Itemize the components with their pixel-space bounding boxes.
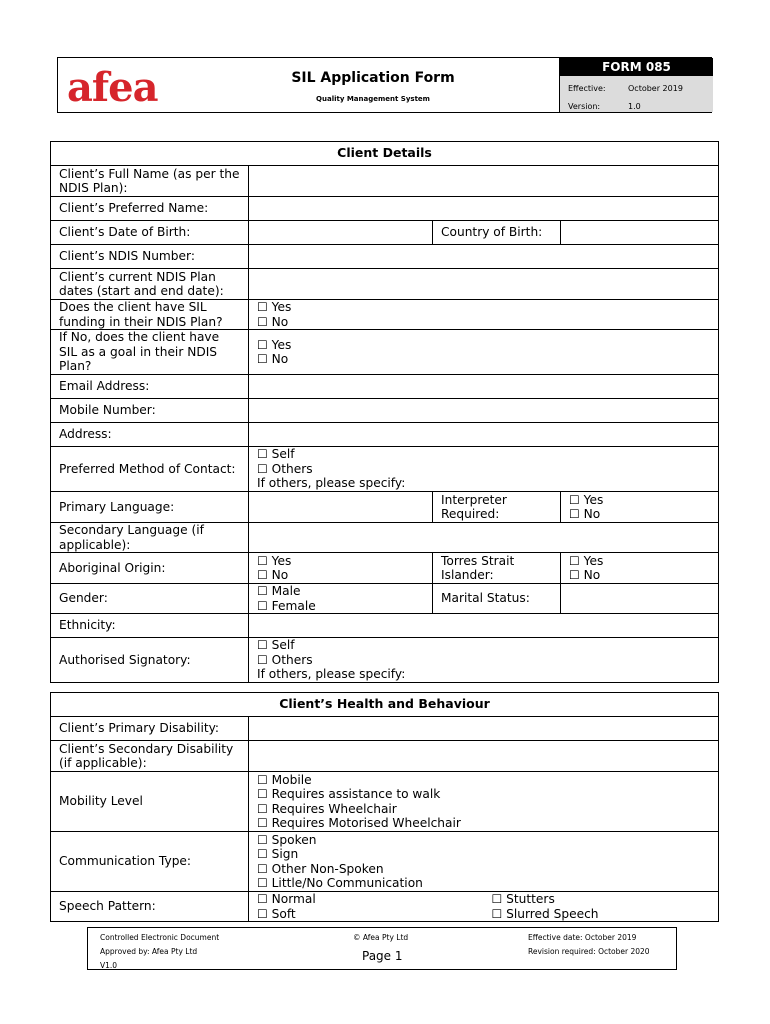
version-label: Version: [568,102,601,111]
mobility-wheelchair[interactable]: ☐ Requires Wheelchair [257,801,397,816]
address-label: Address: [51,423,249,447]
checkbox-icon[interactable]: ☐ [491,906,503,921]
primary-language-label: Primary Language: [51,492,249,523]
sil-funding-options [249,300,719,330]
checkbox-icon[interactable]: ☐ [257,906,268,921]
health-behaviour-table [50,692,719,922]
checkbox-icon[interactable]: ☐ [257,553,268,568]
checkbox-icon[interactable]: ☐ [257,461,268,476]
sil-goal-yes[interactable]: ☐ Yes [257,337,292,352]
speech-slurred[interactable]: ☐ Slurred Speech [491,906,599,921]
aboriginal-yes[interactable]: ☐ Yes [257,553,292,568]
signatory-specify[interactable]: If others, please specify: [257,667,406,682]
mobility-mobile[interactable]: ☐ Mobile [257,772,312,787]
interpreter-no[interactable]: ☐ No [569,507,601,521]
plan-dates-field[interactable] [249,269,719,300]
sil-goal-options [249,330,719,375]
afea-logo: afea [67,64,158,111]
footer-version: V1.0 [100,961,118,970]
plan-dates-label: Client’s current NDIS Plan dates (start and end date): [51,269,249,300]
contact-self[interactable]: ☐ Self [257,447,295,462]
footer-approved: Approved by: Afea Pty Ltd [100,947,198,956]
checkbox-icon[interactable]: ☐ [257,847,268,861]
checkbox-icon[interactable]: ☐ [257,337,268,352]
sil-funding-yes[interactable]: ☐ Yes [257,300,292,314]
marital-label: Marital Status: [433,584,561,614]
checkbox-icon[interactable]: ☐ [257,787,268,801]
page-number: Page 1 [362,949,403,963]
address-field[interactable] [249,423,719,447]
gender-male[interactable]: ☐ Male [257,584,301,598]
comm-non-spoken[interactable]: ☐ Other Non-Spoken [257,861,384,876]
mobility-motorised[interactable]: ☐ Requires Motorised Wheelchair [257,816,461,830]
communication-label: Communication Type: [51,832,249,892]
torres-yes[interactable]: ☐ Yes [569,553,604,568]
checkbox-icon[interactable]: ☐ [257,801,268,816]
full-name-label: Client’s Full Name (as per the NDIS Plan): [51,166,249,197]
ethnicity-label: Ethnicity: [51,614,249,638]
ndis-number-label: Client’s NDIS Number: [51,245,249,269]
contact-specify[interactable]: If others, please specify: [257,476,406,491]
effective-label: Effective: [568,84,606,93]
mobility-options [249,772,719,832]
signatory-label: Authorised Signatory: [51,638,249,683]
dob-label: Client’s Date of Birth: [51,221,249,245]
speech-stutters[interactable]: ☐ Stutters [491,892,555,906]
document-footer [87,927,677,970]
checkbox-icon[interactable]: ☐ [569,553,580,568]
comm-little[interactable]: ☐ Little/No Communication [257,876,423,890]
checkbox-icon[interactable]: ☐ [569,568,580,582]
primary-language-field[interactable] [249,492,433,523]
checkbox-icon[interactable]: ☐ [257,876,268,890]
checkbox-icon[interactable]: ☐ [257,772,268,787]
marital-field[interactable] [561,584,719,614]
form-info-box [559,58,713,113]
ethnicity-field[interactable] [249,614,719,638]
interpreter-yes[interactable]: ☐ Yes [569,492,604,507]
checkbox-icon[interactable]: ☐ [257,816,268,830]
client-details-table [50,141,719,683]
secondary-disability-label: Client’s Secondary Disability (if applicable): [51,741,249,772]
secondary-language-field[interactable] [249,523,719,553]
primary-disability-field[interactable] [249,717,719,741]
checkbox-icon[interactable]: ☐ [257,314,268,329]
interpreter-options [561,492,719,523]
client-details-heading: Client Details [51,142,719,166]
torres-no[interactable]: ☐ No [569,568,601,582]
preferred-name-label: Client’s Preferred Name: [51,197,249,221]
checkbox-icon[interactable]: ☐ [257,447,268,462]
speech-label: Speech Pattern: [51,892,249,922]
secondary-language-label: Secondary Language (if applicable): [51,523,249,553]
email-field[interactable] [249,375,719,399]
checkbox-icon[interactable]: ☐ [257,352,268,366]
sil-goal-no[interactable]: ☐ No [257,352,289,366]
version-value: 1.0 [628,102,641,111]
country-of-birth-label: Country of Birth: [433,221,561,245]
checkbox-icon[interactable]: ☐ [257,300,268,314]
aboriginal-no[interactable]: ☐ No [257,568,289,582]
preferred-name-field[interactable] [249,197,719,221]
checkbox-icon[interactable]: ☐ [491,892,503,906]
contact-method-options [249,447,719,492]
contact-method-label: Preferred Method of Contact: [51,447,249,492]
signatory-others[interactable]: ☐ Others [257,652,313,667]
aboriginal-label: Aboriginal Origin: [51,553,249,584]
comm-spoken[interactable]: ☐ Spoken [257,832,317,847]
signatory-options [249,638,719,683]
dob-field[interactable] [249,221,433,245]
ndis-number-field[interactable] [249,245,719,269]
gender-options [249,584,433,614]
speech-soft[interactable]: ☐ Soft [257,906,296,921]
email-label: Email Address: [51,375,249,399]
signatory-self[interactable]: ☐ Self [257,638,295,653]
comm-sign[interactable]: ☐ Sign [257,847,299,861]
checkbox-icon[interactable]: ☐ [257,638,268,653]
sil-funding-label: Does the client have SIL funding in their NDIS Plan? [51,300,249,330]
mobile-label: Mobile Number: [51,399,249,423]
checkbox-icon[interactable]: ☐ [257,652,268,667]
mobility-label: Mobility Level [51,772,249,832]
form-number: FORM 085 [560,58,713,76]
checkbox-icon[interactable]: ☐ [569,507,580,521]
full-name-field[interactable] [249,166,719,197]
interpreter-label: Interpreter Required: [433,492,561,523]
footer-copyright: © Afea Pty Ltd [353,933,409,942]
checkbox-icon[interactable]: ☐ [257,568,268,582]
form-meta [560,76,713,112]
gender-label: Gender: [51,584,249,614]
speech-options-left [249,892,484,922]
document-header [57,57,712,113]
mobility-assist[interactable]: ☐ Requires assistance to walk [257,787,441,801]
health-heading: Client’s Health and Behaviour [51,693,719,717]
effective-value: October 2019 [628,84,683,93]
sil-funding-no[interactable]: ☐ No [257,314,289,329]
document-title: SIL Application Form [291,70,455,86]
footer-revision: Revision required: October 2020 [528,947,650,956]
checkbox-icon[interactable]: ☐ [257,892,268,906]
primary-disability-label: Client’s Primary Disability: [51,717,249,741]
document-subtitle: Quality Management System [316,95,430,103]
gender-female[interactable]: ☐ Female [257,598,316,613]
speech-options-right [484,892,719,922]
torres-label: Torres Strait Islander: [433,553,561,584]
mobile-field[interactable] [249,399,719,423]
contact-others[interactable]: ☐ Others [257,461,313,476]
country-of-birth-field[interactable] [561,221,719,245]
speech-normal[interactable]: ☐ Normal [257,892,316,906]
checkbox-icon[interactable]: ☐ [569,492,580,507]
checkbox-icon[interactable]: ☐ [257,598,268,613]
footer-effective: Effective date: October 2019 [528,933,637,942]
secondary-disability-field[interactable] [249,741,719,772]
aboriginal-options [249,553,433,584]
sil-goal-label: If No, does the client have SIL as a goal in their NDIS Plan? [51,330,249,375]
communication-options [249,832,719,892]
checkbox-icon[interactable]: ☐ [257,832,268,847]
footer-controlled: Controlled Electronic Document [100,933,220,942]
checkbox-icon[interactable]: ☐ [257,584,268,598]
torres-options [561,553,719,584]
checkbox-icon[interactable]: ☐ [257,861,268,876]
